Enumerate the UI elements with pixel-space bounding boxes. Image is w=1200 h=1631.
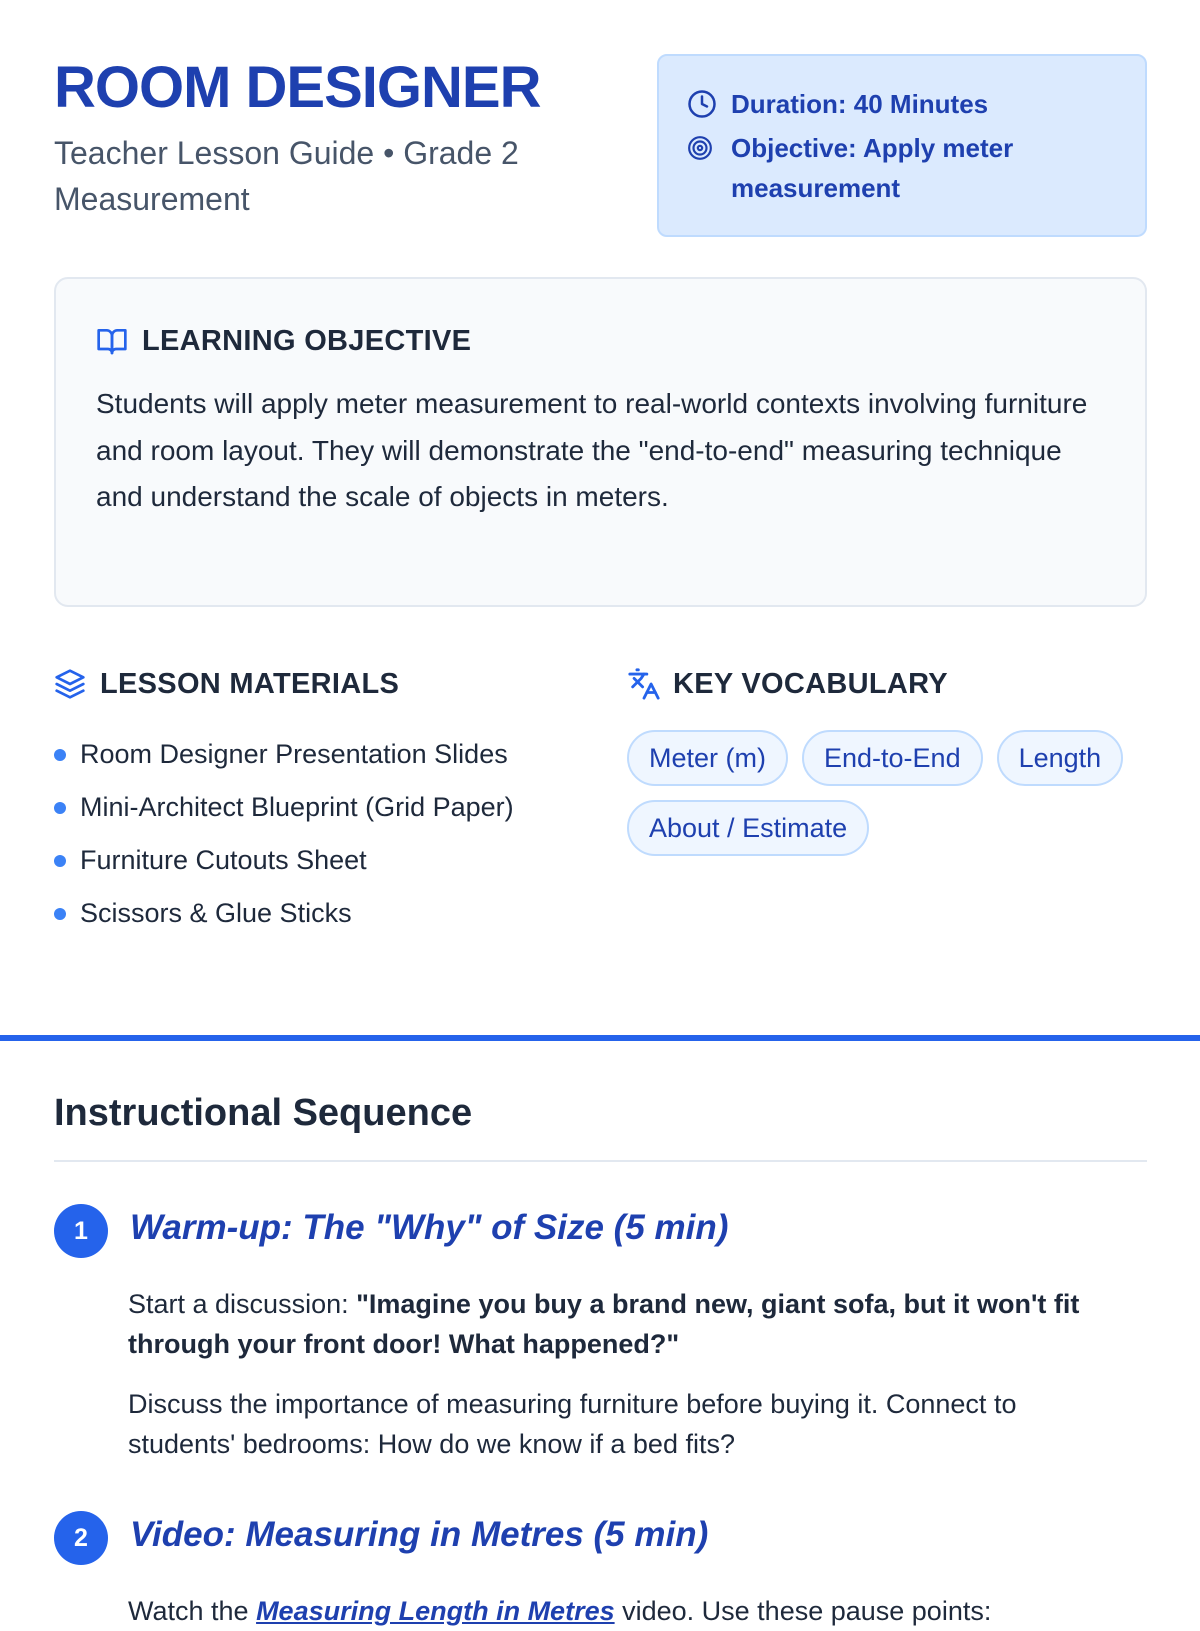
layers-icon	[54, 667, 88, 701]
prompt-lead: Start a discussion:	[128, 1289, 357, 1319]
step-number-badge: 2	[54, 1511, 108, 1565]
duration-row	[687, 84, 1117, 124]
video-tail: video. Use these pause points:	[614, 1596, 992, 1626]
target-icon	[687, 128, 719, 168]
bullet-dot	[54, 749, 66, 761]
step-body	[128, 1591, 1128, 1631]
material-text: Mini-Architect Blueprint (Grid Paper)	[80, 792, 514, 822]
book-open-icon	[96, 324, 130, 358]
video-lead: Watch the	[128, 1596, 257, 1626]
section-divider	[0, 1035, 1200, 1041]
step-number-badge: 1	[54, 1204, 108, 1258]
lesson-meta-box	[657, 54, 1147, 237]
vocab-chip[interactable]: End-to-End	[802, 730, 983, 786]
learning-objective-heading	[96, 321, 1105, 361]
list-item	[54, 834, 614, 887]
sequence-heading: Instructional Sequence	[54, 1092, 473, 1134]
learning-objective-text: Students will apply meter measurement to real-world contexts involving furniture and room layout. They will demonstrate the "end-to-end" measuring technique and understand the scale of objects in meters.	[96, 388, 1088, 512]
learning-objective-label: LEARNING OBJECTIVE	[142, 325, 472, 357]
heading-underline	[54, 1160, 1147, 1162]
materials-label: LESSON MATERIALS	[100, 668, 400, 700]
list-item	[54, 728, 614, 781]
material-text: Furniture Cutouts Sheet	[80, 845, 367, 875]
step-title: Video: Measuring in Metres (5 min)	[130, 1515, 709, 1554]
bullet-dot	[54, 908, 66, 920]
step-body	[128, 1284, 1128, 1464]
translate-icon	[627, 667, 661, 701]
vocabulary-label: KEY VOCABULARY	[673, 668, 948, 700]
list-item	[54, 781, 614, 834]
vocabulary-chips	[627, 730, 1167, 856]
bullet-dot	[54, 802, 66, 814]
vocab-chip[interactable]: About / Estimate	[627, 800, 869, 856]
materials-list	[54, 728, 614, 940]
video-instruction	[128, 1591, 1128, 1631]
prompt-quote: "Imagine you buy a brand new, giant sofa, but it won't fit through your front door! What happened?"	[128, 1289, 1080, 1359]
discussion-note: Discuss the importance of measuring furniture before buying it. Connect to students' bedrooms: How do we know if a bed fits?	[128, 1389, 1017, 1459]
material-text: Room Designer Presentation Slides	[80, 739, 508, 769]
discussion-prompt	[128, 1284, 1128, 1364]
list-item	[54, 887, 614, 940]
vocab-chip[interactable]: Meter (m)	[627, 730, 788, 786]
material-text: Scissors & Glue Sticks	[80, 898, 352, 928]
clock-icon	[687, 84, 719, 124]
learning-objective-card	[54, 277, 1147, 607]
video-link[interactable]: Measuring Length in Metres	[256, 1596, 615, 1626]
page-header	[54, 56, 614, 222]
page-title: ROOM DESIGNER	[54, 55, 541, 120]
bullet-dot	[54, 855, 66, 867]
vocabulary-heading	[627, 664, 1167, 704]
key-vocabulary	[627, 664, 1167, 856]
vocab-chip[interactable]: Length	[997, 730, 1124, 786]
step-title: Warm-up: The "Why" of Size (5 min)	[130, 1208, 729, 1247]
objective-text: Objective: Apply meter measurement	[731, 133, 1014, 203]
page-subtitle: Teacher Lesson Guide • Grade 2 Measurement	[54, 135, 519, 217]
objective-row	[687, 128, 1117, 208]
lesson-materials	[54, 664, 614, 940]
materials-heading	[54, 664, 614, 704]
duration-text: Duration: 40 Minutes	[731, 89, 989, 119]
